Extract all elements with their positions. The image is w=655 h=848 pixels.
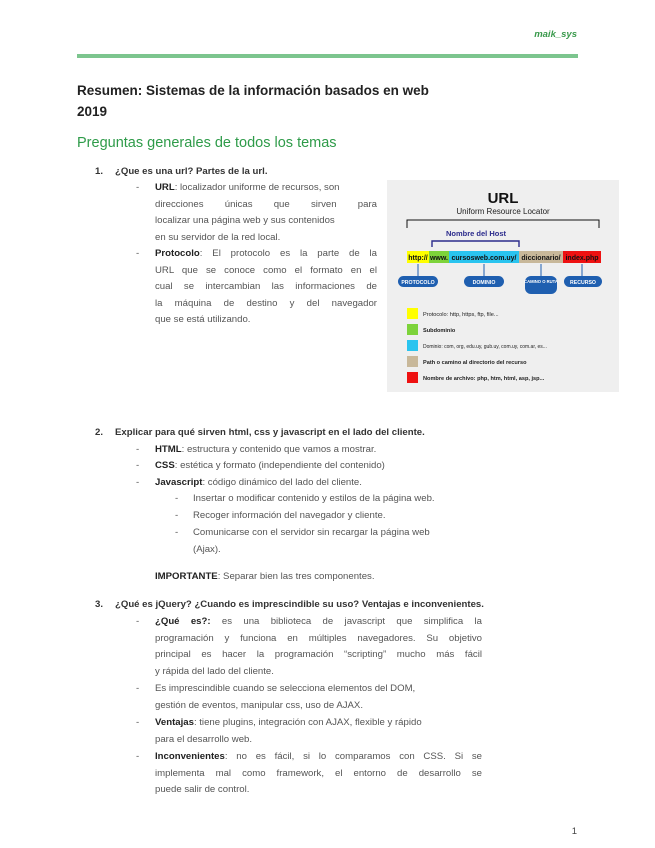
header-rule [77, 54, 578, 58]
legend-swatch-path [407, 356, 418, 367]
sub-bullet-dash: - [175, 510, 179, 521]
question-1-text: ¿Que es una url? Partes de la url. [115, 166, 268, 177]
url-host-bracket [432, 241, 519, 247]
bullet-dash: - [136, 683, 140, 694]
q3-bullet-advantages-line-1: Ventajas: tiene plugins, integración con AJAX, flexible y rápido [155, 717, 422, 728]
url-segment-protocol: http:// [408, 255, 428, 262]
url-host-label: Nombre del Host [445, 229, 507, 238]
document-title-line-1: Resumen: Sistemas de la información basados en web [77, 83, 429, 98]
term-html: HTML [155, 444, 182, 455]
legend-domain: Dominio: com, org, edu.uy, gub.uy, com.uy, com.ar, es... [423, 344, 547, 350]
bullet-dash: - [136, 460, 140, 471]
legend-resource: Nombre de archivo: php, htm, html, asp, jsp... [423, 376, 545, 382]
question-1 [95, 166, 267, 177]
url-top-bracket [407, 220, 599, 228]
q3-bullet-what-line-1: ¿Qué es?: es una biblioteca de javascript que simplifica la [155, 616, 482, 627]
q3-bullet-essential [155, 681, 482, 714]
legend-protocol: Protocolo: http, https, ftp, file... [423, 312, 499, 318]
url-segment-subdomain: www. [429, 255, 449, 262]
pill-recurso-label: RECURSO [570, 280, 596, 286]
legend-swatch-domain [407, 340, 418, 351]
q1-bullet-protocol-line-3: cual se intercambian las informaciones de [155, 281, 377, 292]
sub-bullet-dash: - [175, 527, 179, 538]
q3-bullet-disadvantages [155, 749, 482, 799]
url-segment-path: diccionario/ [521, 255, 561, 262]
q2-bullet-css: CSS: estética y formato (independiente del contenido) [155, 460, 385, 471]
q3-bullet-essential-line-2: gestión de eventos, manipular css, uso de AJAX. [155, 699, 363, 711]
term-css: CSS [155, 460, 175, 471]
document-title-line-2: 2019 [77, 104, 108, 119]
q3-bullet-essential-line-1: Es imprescindible cuando se selecciona elementos del DOM, [155, 683, 416, 694]
question-3-number: 3. [95, 599, 104, 610]
q1-bullet-url-line-4: en su servidor de la red local. [155, 231, 281, 243]
legend-swatch-protocol [407, 308, 418, 319]
question-3 [95, 599, 484, 610]
q3-bullet-what-line-3: principal es hacer la programación “scripting” mucho más fácil [155, 649, 482, 660]
legend-swatch-subdomain [407, 324, 418, 335]
q2-sub-bullet-3 [193, 525, 513, 558]
q2-sub-bullet-1: Insertar o modificar contenido y estilos de la página web. [193, 493, 435, 504]
pill-camino-label: CAMINO O RUTA [524, 279, 558, 284]
q2-sub-bullet-3-line-1: Comunicarse con el servidor sin recargar la página web [193, 527, 430, 538]
section-heading: Preguntas generales de todos los temas [77, 135, 337, 151]
question-3-text: ¿Qué es jQuery? ¿Cuando es imprescindible su uso? Ventajas e inconvenientes. [115, 599, 484, 610]
url-segment-domain: cursosweb.com.uy/ [451, 255, 517, 262]
bullet-dash: - [136, 444, 140, 455]
q3-bullet-what [155, 614, 482, 680]
q1-bullet-protocol-line-4: la máquina de destino y del navegador [155, 297, 377, 309]
q1-bullet-url [155, 180, 377, 246]
sub-bullet-dash: - [175, 493, 179, 504]
q2-sub-bullet-3-line-2: (Ajax). [193, 543, 221, 555]
q2-important-note: IMPORTANTE: Separar bien las tres componentes. [155, 571, 375, 582]
q3-bullet-advantages [155, 715, 482, 748]
legend-subdomain: Subdominio [423, 328, 456, 334]
url-segment-resource: index.php [565, 255, 599, 262]
q2-bullet-html: HTML: estructura y contenido que vamos a mostrar. [155, 444, 377, 455]
q1-bullet-protocol-line-2: URL que se conoce como el formato en el [155, 264, 377, 276]
header-brand: maik_sys [534, 29, 577, 40]
legend-swatch-resource [407, 372, 418, 383]
term-what-is: ¿Qué es?: [155, 616, 211, 627]
pill-protocolo-label: PROTOCOLO [401, 280, 435, 286]
q1-bullet-url-line-1: URL: localizador uniforme de recursos, son [155, 182, 340, 193]
q1-bullet-protocol-line-1: Protocolo: El protocolo es la parte de la [155, 248, 377, 259]
q3-bullet-disadvantages-line-2: implementa mal como framework, el entorno de desarrollo se [155, 767, 482, 779]
url-diagram-subtitle: Uniform Resource Locator [456, 207, 550, 216]
term-disadvantages: Inconvenientes [155, 751, 225, 762]
url-diagram-title: URL [487, 190, 519, 207]
q3-bullet-what-line-2: programación y funciona en múltiples navegadores. Su objetivo [155, 632, 482, 644]
legend-path: Path o camino al directorio del recurso [423, 360, 527, 366]
bullet-dash: - [136, 616, 140, 627]
bullet-dash: - [136, 182, 140, 193]
term-url: URL [155, 182, 175, 193]
q3-bullet-disadvantages-line-3: puede salir de control. [155, 784, 250, 795]
question-1-number: 1. [95, 166, 104, 177]
q1-bullet-url-line-2: direcciones únicas que sirven para [155, 198, 377, 210]
page-number: 1 [571, 826, 577, 837]
url-diagram [387, 180, 619, 392]
q1-bullet-url-line-3: localizar una página web y sus contenidos [155, 215, 335, 226]
question-2-text: Explicar para qué sirven html, css y javascript en el lado del cliente. [115, 427, 425, 438]
document-title [77, 80, 477, 122]
term-advantages: Ventajas [155, 717, 194, 728]
term-important: IMPORTANTE [155, 571, 218, 582]
bullet-dash: - [136, 248, 140, 259]
q3-bullet-advantages-line-2: para el desarrollo web. [155, 733, 253, 745]
bullet-dash: - [136, 751, 140, 762]
q2-sub-bullet-2: Recoger información del navegador y cliente. [193, 510, 386, 521]
bullet-dash: - [136, 477, 140, 488]
bullet-dash: - [136, 717, 140, 728]
term-protocol: Protocolo [155, 248, 200, 259]
question-2 [95, 427, 425, 438]
q1-bullet-protocol [155, 246, 377, 329]
question-2-number: 2. [95, 427, 104, 438]
q1-bullet-protocol-line-5: que se está utilizando. [155, 314, 251, 325]
q3-bullet-disadvantages-line-1: Inconvenientes: no es fácil, si lo comparamos con CSS. Si se [155, 751, 482, 762]
term-javascript: Javascript [155, 477, 203, 488]
q2-bullet-javascript: Javascript: código dinámico del lado del cliente. [155, 477, 362, 488]
q3-bullet-what-line-4: y rápida del lado del cliente. [155, 665, 274, 677]
pill-dominio-label: DOMINIO [472, 280, 496, 286]
